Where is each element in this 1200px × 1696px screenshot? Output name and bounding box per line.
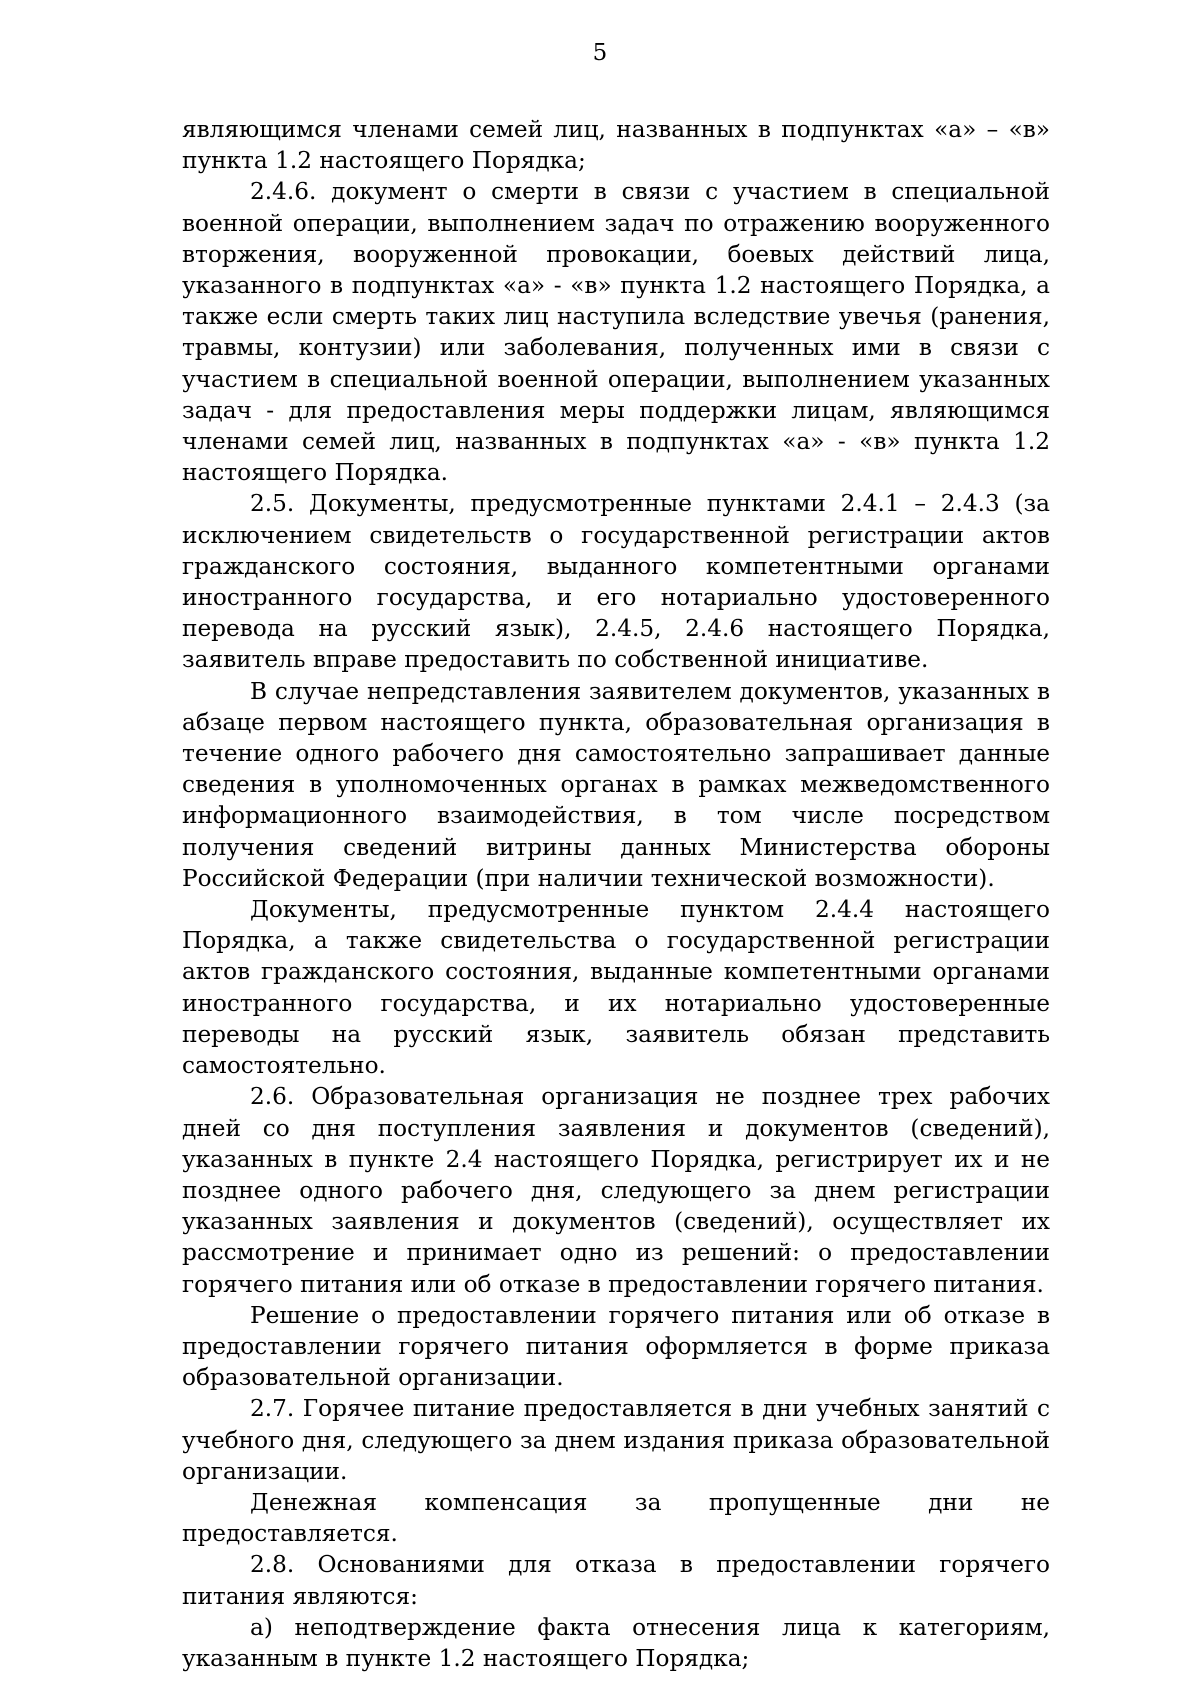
paragraph-2-6-decision: Решение о предоставлении горячего питания или об отказе в предоставлении горячего питания оформляется в форме приказа образовательной организации.: [182, 1301, 1050, 1392]
paragraph-2-7-compensation: Денежная компенсация за пропущенные дни не предоставляется.: [182, 1488, 1050, 1548]
paragraph-2-5-nonsubmission: В случае непредставления заявителем документов, указанных в абзаце первом настоящего пункта, образовательная организация в течение одного рабочего дня самостоятельно запрашивает данные сведения в уполномоченных органах в рамках межведомственного информационного взаимодействия, в том числе посредством получения сведений витрины данных Министерства обороны Российской Федерации (при наличии технической возможности).: [182, 677, 1050, 892]
paragraph-2-6: 2.6. Образовательная организация не позднее трех рабочих дней со дня поступления заявления и документов (сведений), указанных в пункте 2.4 настоящего Порядка, регистрирует их и не позднее одного рабочего дня, следующего за днем регистрации указанных заявления и документов (сведений), осуществляет их рассмотрение и принимает одно из решений: о предоставлении горячего питания или об отказе в предоставлении горячего питания.: [182, 1083, 1050, 1298]
paragraph-2-5: 2.5. Документы, предусмотренные пунктами 2.4.1 – 2.4.3 (за исключением свидетельств о государственной регистрации актов гражданского состояния, выданного компетентными органами иностранного государства, и его нотариально удостоверенного перевода на русский язык), 2.4.5, 2.4.6 настоящего Порядка, заявитель вправе предоставить по собственной инициативе.: [182, 490, 1050, 674]
paragraph-2-8: 2.8. Основаниями для отказа в предоставлении горячего питания являются:: [182, 1551, 1050, 1610]
paragraph-2-4-6: 2.4.6. документ о смерти в связи с участием в специальной военной операции, выполнением задач по отражению вооруженного вторжения, вооруженной провокации, боевых действий лица, указанного в подпунктах «а» - «в» пункта 1.2 настоящего Порядка, а также если смерть таких лиц наступила вследствие увечья (ранения, травмы, контузии) или заболевания, полученных ими в связи с участием в специальной военной операции, выполнением указанных задач - для предоставления меры поддержки лицам, являющимся членами семей лиц, названных в подпунктах «а» - «в» пункта 1.2 настоящего Порядка.: [182, 178, 1050, 487]
paragraph-2-5-mandatory-documents: Документы, предусмотренные пунктом 2.4.4 настоящего Порядка, а также свидетельства о государственной регистрации актов гражданского состояния, выданные компетентными органами иностранного государства, и их нотариально удостоверенные переводы на русский язык, заявитель обязан представить самостоятельно.: [182, 896, 1050, 1080]
paragraph-continuation: являющимся членами семей лиц, названных в подпунктах «а» – «в» пункта 1.2 настоящего Порядка;: [182, 116, 1050, 175]
paragraph-2-8-a: а) неподтверждение факта отнесения лица к категориям, указанным в пункте 1.2 настоящего Порядка;: [182, 1613, 1050, 1672]
page-number: 5: [592, 40, 608, 66]
document-body: [182, 114, 1050, 1674]
paragraph-2-7: 2.7. Горячее питание предоставляется в дни учебных занятий с учебного дня, следующего за днем издания приказа образовательной организации.: [182, 1395, 1050, 1485]
